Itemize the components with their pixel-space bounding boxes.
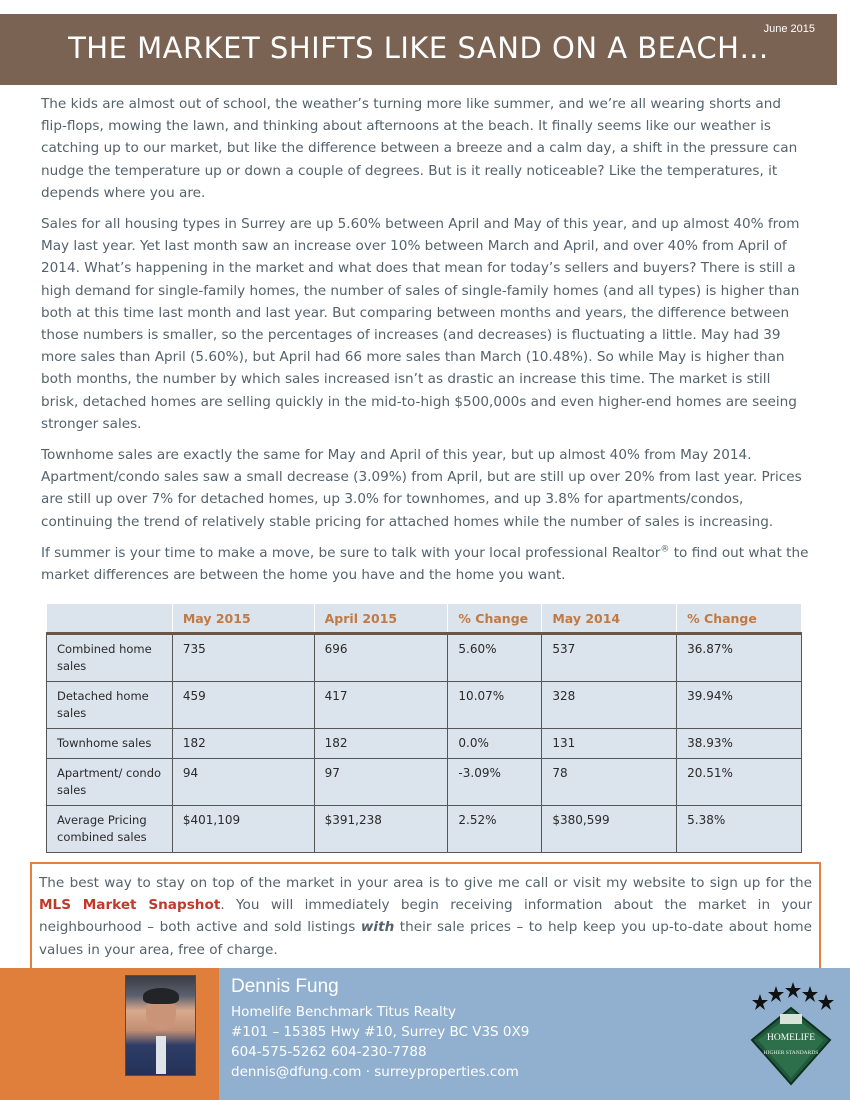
table-cell: 36.87% (677, 634, 802, 682)
table-cell: 131 (542, 729, 677, 759)
callout-text: their sale prices – to help keep you up-to-date about home values in your area, free of charge. (39, 919, 812, 958)
agent-name: Dennis Fung (231, 976, 339, 997)
agent-shirt (156, 1036, 166, 1074)
table-cell: Detached home sales (47, 682, 173, 729)
table-header-cell: May 2015 (172, 604, 314, 634)
logo-text-main: HOMELIFE (766, 1033, 816, 1043)
homelife-logo (746, 980, 836, 1088)
table-row (47, 759, 802, 806)
article-paragraph (41, 542, 811, 586)
table-row (47, 806, 802, 853)
table-cell: 38.93% (677, 729, 802, 759)
table-cell: $380,599 (542, 806, 677, 853)
table-cell: 182 (172, 729, 314, 759)
table-header-cell: April 2015 (314, 604, 448, 634)
issue-date: June 2015 (763, 23, 815, 35)
callout-text: . You will immediately begin receiving information about the market in your neighbourhood – both active and sold listings (39, 897, 812, 936)
agent-phones: 604-575-5262 604-230-7788 (231, 1044, 427, 1060)
table-header-cell: % Change (677, 604, 802, 634)
agent-web-contact[interactable]: dennis@dfung.com · surreyproperties.com (231, 1064, 519, 1080)
table-header-row (47, 604, 802, 634)
table-cell: 94 (172, 759, 314, 806)
signup-callout (30, 862, 821, 978)
article-paragraph: Sales for all housing types in Surrey are up 5.60% between April and May of this year, and up almost 40% from May last year. Yet last month saw an increase over 10% between March and April, and over 40% from April of 2014. What’s happening in the market and what does that mean for today’s sellers and buyers? There is still a high demand for single-family homes, the number of sales of single-family homes (and all types) is higher than both at this time last month and last year. But comparing between months and years, the difference between those numbers is smaller, so the percentages of increases (and decreases) is fluctuating a little. May had 39 more sales than April (5.60%), but April had 66 more sales than March (10.48%). So while May is higher than both months, the number by which sales increased isn’t as drastic an increase this time. The market is still brisk, detached homes are selling quickly in the mid-to-high $500,000s and even higher-end homes are seeing stronger sales. (41, 216, 800, 432)
table-cell: -3.09% (448, 759, 542, 806)
table-cell: 5.38% (677, 806, 802, 853)
agent-address: #101 – 15385 Hwy #10, Surrey BC V3S 0X9 (231, 1024, 530, 1040)
callout-emphasis: with (360, 919, 395, 936)
table-cell: 696 (314, 634, 448, 682)
table-cell: 20.51% (677, 759, 802, 806)
table-row (47, 634, 802, 682)
table-cell: Average Pricing combined sales (47, 806, 173, 853)
table-cell: 5.60% (448, 634, 542, 682)
title-banner (0, 14, 837, 85)
table-cell: 0.0% (448, 729, 542, 759)
table-header-cell (47, 604, 173, 634)
stars-icon (752, 982, 834, 1010)
table-header-cell: May 2014 (542, 604, 677, 634)
page-title: THE MARKET SHIFTS LIKE SAND ON A BEACH… (68, 31, 769, 65)
table-cell: 78 (542, 759, 677, 806)
table-cell: 328 (542, 682, 677, 729)
table-cell: 182 (314, 729, 448, 759)
agent-photo (125, 975, 196, 1076)
agent-hair (143, 988, 179, 1004)
table-cell: 735 (172, 634, 314, 682)
article-paragraph: The kids are almost out of school, the weather’s turning more like summer, and we’re all wearing shorts and flip-flops, mowing the lawn, and thinking about afternoons at the beach. It finally seems like our weather is catching up to our market, but like the difference between a breeze and a calm day, a shift in the pressure can nudge the temperature up or down a couple of degrees. But is it really noticeable? Like the temperatures, it depends where you are. (41, 96, 798, 201)
table-cell: 537 (542, 634, 677, 682)
paragraph-text: If summer is your time to make a move, be sure to talk with your local professional Realtor (41, 544, 661, 561)
table-cell: 2.52% (448, 806, 542, 853)
table-cell: Combined home sales (47, 634, 173, 682)
table-cell: 39.94% (677, 682, 802, 729)
table-row (47, 682, 802, 729)
agent-company: Homelife Benchmark Titus Realty (231, 1004, 457, 1020)
table-cell: 459 (172, 682, 314, 729)
mls-market-snapshot-link[interactable]: MLS Market Snapshot (39, 897, 221, 914)
article-body (41, 93, 811, 595)
table-cell: 417 (314, 682, 448, 729)
table-row (47, 729, 802, 759)
logo-text-tagline: HIGHER STANDARDS (763, 1050, 819, 1056)
paragraph-text: to find out what the market differences are between the home you have and the home you want. (41, 544, 809, 584)
table-cell: Townhome sales (47, 729, 173, 759)
table-header-cell: % Change (448, 604, 542, 634)
table-cell: 10.07% (448, 682, 542, 729)
article-paragraph: Townhome sales are exactly the same for May and April of this year, but up almost 40% from May 2014. Apartment/condo sales saw a small decrease (3.09%) from April, but are still up over 20% from last year. Prices are still up over 7% for detached homes, up 3.0% for townhomes, and up 3.8% for apartments/condos, continuing the trend of relatively stable pricing for attached homes while the number of sales is increasing. (41, 447, 802, 530)
agent-contact-panel (219, 968, 850, 1100)
table-cell: 97 (314, 759, 448, 806)
registered-mark: ® (660, 544, 670, 555)
callout-text: The best way to stay on top of the market in your area is to give me call or visit my website to sign up for the (39, 875, 812, 891)
market-stats-table (46, 604, 802, 853)
table-cell: Apartment/ condo sales (47, 759, 173, 806)
table-cell: $401,109 (172, 806, 314, 853)
table-cell: $391,238 (314, 806, 448, 853)
